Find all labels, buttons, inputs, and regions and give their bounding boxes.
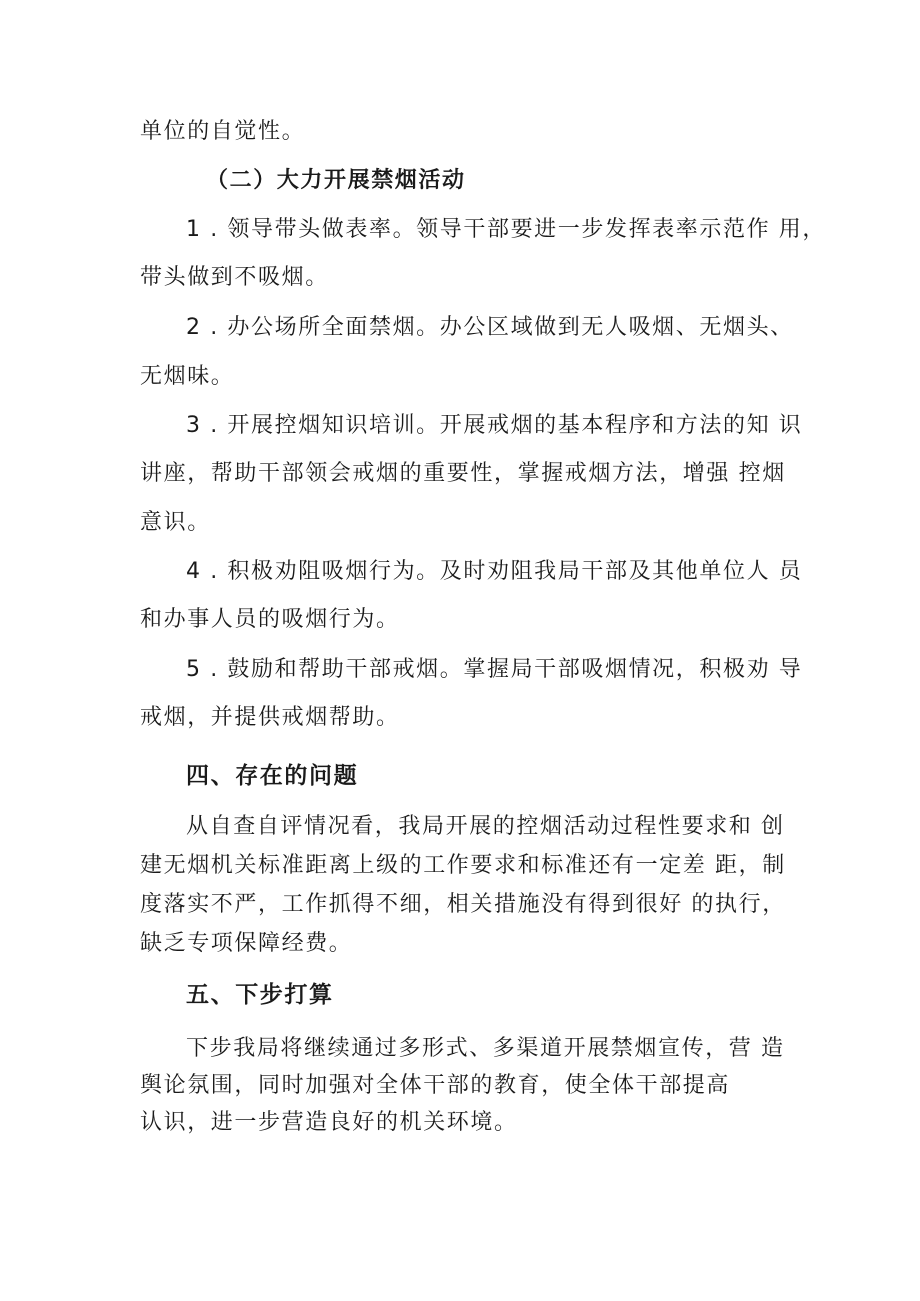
list-item-line: 2 . 办公场所全面禁烟。办公区域做到无人吸烟、无烟头、 (186, 315, 794, 340)
list-item-line: 5 . 鼓励和帮助干部戒烟。掌握局干部吸烟情况，积极劝 导 (186, 657, 803, 682)
paragraph-line: 讲座，帮助干部领会戒烟的重要性，掌握戒烟方法，增强 控烟 (140, 461, 786, 486)
subsection-heading: （二）大力开展禁烟活动 (206, 168, 466, 193)
paragraph-line: 戒烟，并提供戒烟帮助。 (140, 705, 400, 730)
list-item-line: 3 . 开展控烟知识培训。开展戒烟的基本程序和方法的知 识 (186, 413, 803, 438)
paragraph-line: 建无烟机关标准距离上级的工作要求和标准还有一定差 距，制 (140, 853, 786, 878)
list-item-line: 1 . 领导带头做表率。领导干部要进一步发挥表率示范作 用， (186, 217, 826, 242)
section-heading-problems: 四、存在的问题 (186, 763, 359, 789)
paragraph-line: 认识，进一步营造良好的机关环境。 (140, 1110, 518, 1135)
paragraph-line: 缺乏专项保障经费。 (140, 931, 353, 956)
paragraph-line: 带头做到不吸烟。 (140, 265, 329, 290)
paragraph-line: 度落实不严，工作抓得不细，相关措施没有得到很好 的执行， (140, 892, 786, 917)
paragraph-line: 和办事人员的吸烟行为。 (140, 607, 400, 632)
paragraph-line: 从自查自评情况看，我局开展的控烟活动过程性要求和 创 (186, 814, 785, 839)
paragraph-line: 单位的自觉性。 (140, 119, 306, 144)
paragraph-line: 意识。 (140, 510, 211, 535)
paragraph-line: 无烟味。 (140, 364, 235, 389)
paragraph-line: 下步我局将继续通过多形式、多渠道开展禁烟宣传，营 造 (186, 1036, 785, 1061)
list-item-line: 4 . 积极劝阻吸烟行为。及时劝阻我局干部及其他单位人 员 (186, 559, 803, 584)
paragraph-line: 舆论氛围，同时加强对全体干部的教育，使全体干部提高 (140, 1073, 731, 1098)
section-heading-next-steps: 五、下步打算 (186, 982, 334, 1008)
